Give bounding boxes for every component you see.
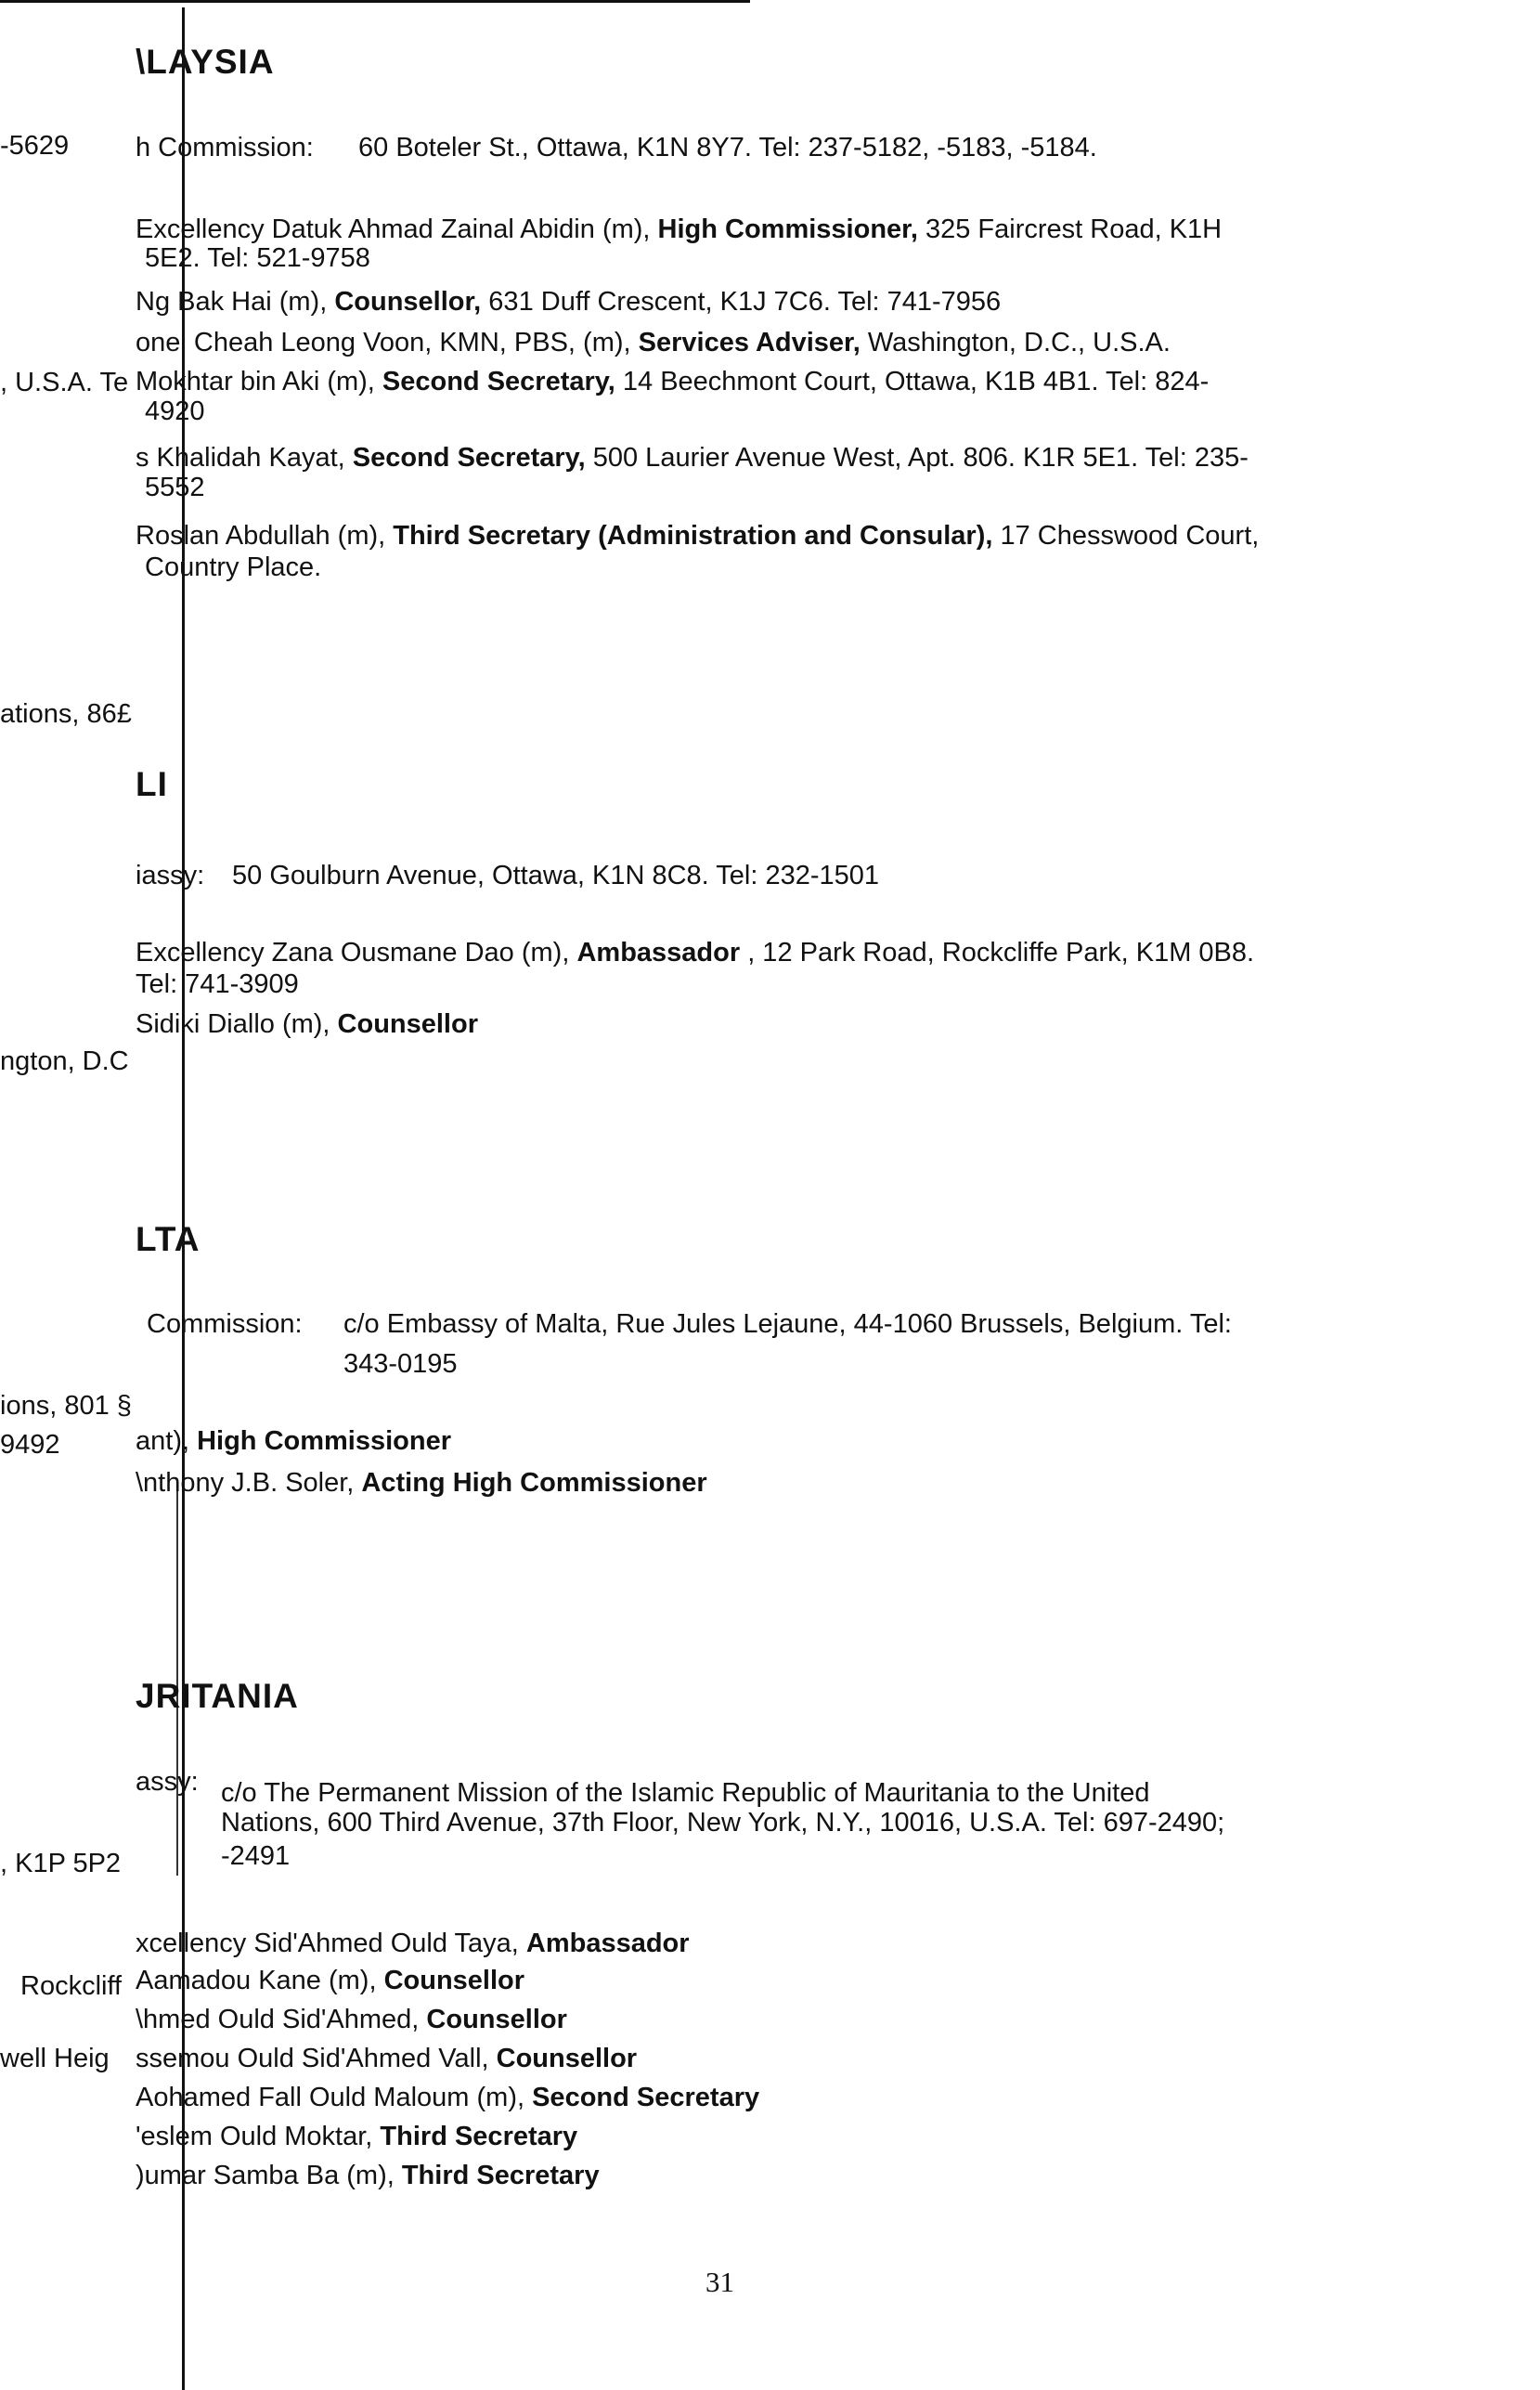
entry-name: \hmed Ould Sid'Ahmed, <box>136 2005 427 2034</box>
entry-continuation: 5552 <box>145 473 205 502</box>
commission-address-text: 343-0195 <box>343 1349 458 1379</box>
left-fragment: ations, 86£ <box>0 699 132 729</box>
country-heading-mauritania: JRITANIA <box>136 1677 299 1715</box>
entry-address: 631 Duff Crescent, K1J 7C6. Tel: 741-7956 <box>481 287 1002 317</box>
entry <box>136 325 1171 360</box>
embassy-address-text: Nations, 600 Third Avenue, 37th Floor, New York, N.Y., 10016, U.S.A. Tel: 697-2490; <box>221 1808 1225 1838</box>
entry-name: Ng Bak Hai (m), <box>136 287 335 317</box>
entry-title: Counsellor <box>383 1966 525 1995</box>
entry-title: Third Secretary <box>380 2122 578 2151</box>
entry-name: ssemou Ould Sid'Ahmed Vall, <box>136 2044 497 2073</box>
entry-continuation: 4920 <box>145 396 205 426</box>
entry <box>136 1007 478 1042</box>
commission-label: Commission: <box>147 1309 303 1339</box>
entry-name: )umar Samba Ba (m), <box>136 2161 402 2190</box>
entry-name: Mokhtar bin Aki (m), <box>136 367 382 396</box>
commission-address <box>136 130 314 165</box>
left-fragment: Rockcliff <box>20 1971 123 2001</box>
entry <box>136 1465 707 1500</box>
entry-title: Third Secretary (Administration and Consular), <box>393 521 993 551</box>
embassy-address-text: c/o The Permanent Mission of the Islamic Republic of Mauritania to the United <box>221 1778 1150 1808</box>
entry-title: High Commissioner, <box>657 214 918 244</box>
entry <box>136 2158 600 2193</box>
entry-title: Counsellor <box>426 2005 567 2034</box>
entry <box>136 518 1259 553</box>
embassy-label: iassy: <box>136 861 205 890</box>
entry <box>136 1963 524 1998</box>
entry-name: s Khalidah Kayat, <box>136 443 353 473</box>
commission-address-text: 60 Boteler St., Ottawa, K1N 8Y7. Tel: 237-5182, -5183, -5184. <box>358 133 1097 162</box>
left-fragment: 9492 <box>0 1430 60 1460</box>
entry-title: High Commissioner <box>197 1426 452 1456</box>
entry-title: Services Adviser, <box>638 328 861 357</box>
commission-label: h Commission: <box>136 133 314 162</box>
entry <box>136 284 1001 319</box>
entry-name: Excellency Zana Ousmane Dao (m), <box>136 938 577 968</box>
entry <box>136 2041 637 2076</box>
entry-title: Third Secretary <box>401 2161 600 2190</box>
country-heading-malta: LTA <box>136 1220 201 1258</box>
embassy-label: assy: <box>136 1767 199 1797</box>
entry <box>136 2080 759 2115</box>
entry-title: Acting High Commissioner <box>361 1468 707 1498</box>
entry-name: Aamadou Kane (m), <box>136 1966 384 1995</box>
entry <box>136 935 1254 970</box>
entry-title: Ambassador <box>576 938 741 968</box>
entry-title: Counsellor <box>496 2044 638 2073</box>
entry-title: Second Secretary, <box>352 443 586 473</box>
entry-title: Counsellor, <box>334 287 482 317</box>
entry <box>136 2002 567 2037</box>
entry-address: 14 Beechmont Court, Ottawa, K1B 4B1. Tel: 824- <box>615 367 1210 396</box>
entry-address: Washington, D.C., U.S.A. <box>860 328 1171 357</box>
entry <box>136 2119 577 2154</box>
entry <box>136 364 1209 399</box>
entry-name: \nthony J.B. Soler, <box>136 1468 362 1498</box>
left-fragment: , U.S.A. Te <box>0 368 129 397</box>
entry-title: Second Secretary <box>532 2083 760 2112</box>
entry <box>136 1423 451 1459</box>
country-heading-mali: LI <box>136 765 168 803</box>
entry-continuation: Country Place. <box>145 552 322 582</box>
entry-name: onel Cheah Leong Voon, KMN, PBS, (m), <box>136 328 639 357</box>
entry-name: Sidiki Diallo (m), <box>136 1009 338 1039</box>
left-fragment: , K1P 5P2 <box>0 1849 122 1878</box>
embassy-address-text: -2491 <box>221 1841 291 1871</box>
entry-continuation: Tel: 741-3909 <box>136 969 299 999</box>
embassy-address-text: 50 Goulburn Avenue, Ottawa, K1N 8C8. Tel: 232-1501 <box>232 861 880 890</box>
entry-continuation: 5E2. Tel: 521-9758 <box>145 243 370 273</box>
page-number: 31 <box>705 2266 734 2298</box>
entry-title: Ambassador <box>525 1929 690 1958</box>
left-fragment: ions, 801 § <box>0 1391 132 1421</box>
left-fragment: ngton, D.C <box>0 1046 129 1076</box>
entry-title: Counsellor <box>337 1009 478 1039</box>
entry-name: ant), <box>136 1426 198 1456</box>
entry-address: 17 Chesswood Court, <box>992 521 1260 551</box>
entry-address: 325 Faircrest Road, K1H <box>917 214 1223 244</box>
entry-name: Aohamed Fall Ould Maloum (m), <box>136 2083 533 2112</box>
entry-title: Second Secretary, <box>382 367 615 396</box>
entry-address: , 12 Park Road, Rockcliffe Park, K1M 0B8. <box>740 938 1255 968</box>
left-fragment: well Heig <box>0 2044 110 2073</box>
entry-address: 500 Laurier Avenue West, Apt. 806. K1R 5E1. Tel: 235- <box>585 443 1249 473</box>
country-heading-malaysia: \LAYSIA <box>136 43 275 81</box>
left-fragment: -5629 <box>0 131 70 161</box>
entry-name: Roslan Abdullah (m), <box>136 521 394 551</box>
entry-name: 'eslem Ould Moktar, <box>136 2122 381 2151</box>
commission-address-text: c/o Embassy of Malta, Rue Jules Lejaune, 44-1060 Brussels, Belgium. Tel: <box>343 1309 1232 1339</box>
entry-name: Excellency Datuk Ahmad Zainal Abidin (m), <box>136 214 658 244</box>
entry <box>136 440 1249 475</box>
scan-top-border <box>0 0 750 3</box>
entry <box>136 1926 690 1961</box>
entry-name: xcellency Sid'Ahmed Ould Taya, <box>136 1929 526 1958</box>
